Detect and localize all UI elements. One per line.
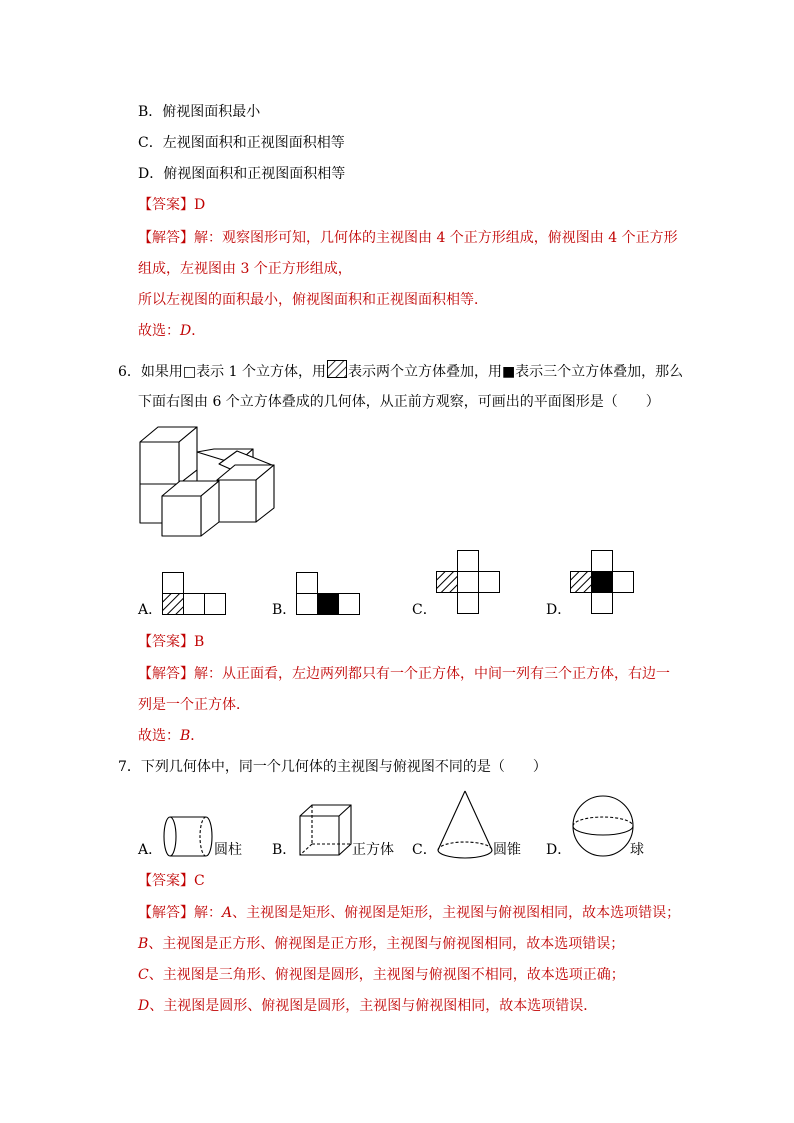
solution-text: 解：: [194, 905, 222, 921]
q7-solution-a: [138, 903, 680, 923]
choose-suffix: ．: [190, 728, 205, 744]
q5-option-d: D．俯视图面积和正视图面积相等: [138, 166, 346, 182]
solution-text: 、主视图是矩形、俯视图是矩形，主视图与俯视图相同，故本选项错误；: [232, 905, 681, 921]
solution-tag: 【解答】: [138, 230, 194, 246]
q7-answer: [138, 871, 205, 891]
sphere-figure: [570, 793, 636, 859]
stem-part-b: 表示两个立方体叠加，用■表示三个立方体叠加，那么: [347, 364, 684, 380]
answer-value: D: [194, 197, 206, 213]
q7-option-a-label: A．: [138, 842, 163, 858]
q5-answer: [138, 195, 205, 215]
option-letter: B: [138, 936, 149, 952]
solution-text: 解：从正面看，左边两列都只有一个正方体，中间一列有三个正方体，右边一: [194, 666, 670, 682]
q5-option-c: C．左视图面积和正视图面积相等: [138, 135, 345, 151]
q7-option-b-label: B．: [272, 842, 297, 858]
q6-option-b-figure: [294, 570, 364, 616]
answer-value: B: [194, 634, 205, 650]
option-letter: C: [138, 967, 149, 983]
q6-solution-line1: [138, 664, 670, 684]
cone-figure: [434, 788, 496, 862]
stem-part-a: 6．如果用□表示 1 个立方体，用: [118, 364, 326, 380]
answer-value: C: [194, 873, 205, 889]
q7-option-c-label: C．: [412, 842, 437, 858]
q5-choose: [138, 321, 205, 341]
q7-option-d-label: D．: [546, 842, 572, 858]
choose-prefix: 故选：: [138, 323, 180, 339]
q6-option-d-figure: [568, 548, 638, 616]
choose-prefix: 故选：: [138, 728, 180, 744]
q6-choose: [138, 726, 204, 746]
q6-option-c-label: C．: [412, 602, 437, 618]
answer-tag: 【答案】: [138, 873, 194, 889]
solution-text: 、主视图是圆形、俯视图是圆形，主视图与俯视图相同，故本选项错误．: [149, 998, 598, 1014]
solution-tag: 【解答】: [138, 666, 194, 682]
stacked-cubes-figure: [135, 424, 277, 540]
q6-answer: [138, 632, 204, 652]
q6-option-b-label: B．: [272, 602, 297, 618]
q5-solution-line2: 组成，左视图由 3 个正方形组成，: [138, 261, 352, 277]
q6-option-c-figure: [434, 548, 504, 616]
choose-suffix: ．: [191, 323, 206, 339]
q6-option-d-label: D．: [546, 602, 572, 618]
q7-stem: 7．下列几何体中，同一个几何体的主视图与俯视图不同的是（ ）: [118, 759, 547, 775]
q7-solution-c: [138, 965, 625, 985]
choose-value: B: [180, 728, 191, 744]
q5-option-b: B．俯视图面积最小: [138, 104, 261, 120]
solution-text: 、主视图是正方形、俯视图是正方形，主视图与俯视图相同，故本选项错误；: [148, 936, 625, 952]
choose-value: D: [180, 323, 192, 339]
q7-option-c-caption: 圆锥: [493, 842, 521, 858]
hatched-square-icon: [327, 360, 347, 378]
q6-stem-line2: 下面右图由 6 个立方体叠成的几何体，从正前方观察，可画出的平面图形是（ ）: [138, 394, 660, 410]
q6-stem-line1: [118, 360, 683, 382]
q6-option-a-label: A．: [138, 602, 163, 618]
q6-solution-line2: 列是一个正方体．: [138, 697, 250, 713]
q7-option-d-caption: 球: [630, 842, 644, 858]
solution-tag: 【解答】: [138, 905, 194, 921]
q5-solution-line3: 所以左视图的面积最小，俯视图面积和正视图面积相等．: [138, 292, 488, 308]
cylinder-figure: [162, 814, 216, 860]
option-letter: A: [222, 905, 233, 921]
solution-text: 解：观察图形可知，几何体的主视图由 4 个正方形组成，俯视图由 4 个正方形: [194, 230, 678, 246]
q7-solution-b: [138, 934, 624, 954]
q7-option-b-caption: 正方体: [352, 842, 394, 858]
q5-solution-line1: [138, 228, 678, 248]
q7-option-a-caption: 圆柱: [214, 842, 242, 858]
option-letter: D: [138, 998, 150, 1014]
q6-option-a-figure: [160, 570, 230, 616]
answer-tag: 【答案】: [138, 197, 194, 213]
solution-text: 、主视图是三角形、俯视图是圆形，主视图与俯视图不相同，故本选项正确；: [148, 967, 625, 983]
q7-solution-d: [138, 996, 597, 1016]
answer-tag: 【答案】: [138, 634, 194, 650]
cube-figure: [296, 802, 354, 858]
